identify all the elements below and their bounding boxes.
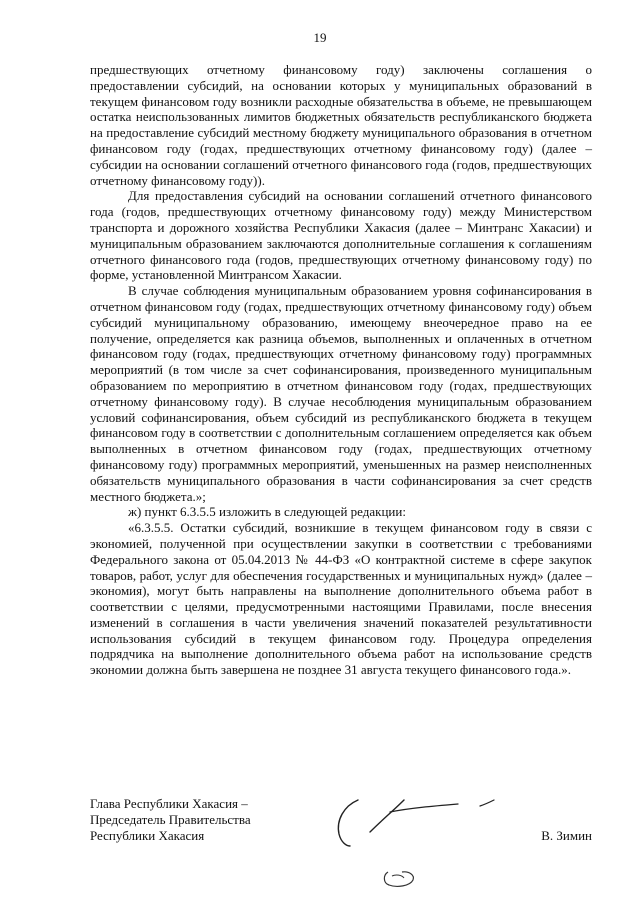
signatory-title — [90, 796, 310, 844]
signatory-name: В. Зимин — [541, 828, 592, 843]
signatory-title-line-3: Республики Хакасия — [90, 828, 205, 843]
handwritten-signature-icon — [330, 790, 510, 852]
signatory-title-line-1: Глава Республики Хакасия – — [90, 796, 248, 811]
document-body — [90, 62, 592, 678]
paragraph-4: ж) пункт 6.3.5.5 изложить в следующей редакции: — [128, 504, 406, 520]
paragraph-1: предшествующих отчетному финансовому году) заключены соглашения о предоставлении субсидий, на основании которых у муниципальных образований в текущем финансовом году возникли расходные обязательства в объеме, не превышающем остатка неиспользованных лимитов бюджетных обязательств республиканского бюджета на предоставление субсидий местному бюджету муниципального образования в отчетном финансовом году (годах, предшествующих отчетному финансовому году) (далее – субсидии на основании соглашений отчетного финансового года (годов, предшествующих отчетному финансовому году)). — [90, 62, 592, 188]
stamp-mark-icon — [380, 866, 420, 890]
signatory-title-line-2: Председатель Правительства — [90, 812, 251, 827]
paragraph-2: Для предоставления субсидий на основании соглашений отчетного финансового года (годов, предшествующих отчетному финансовому году) между Министерством транспорта и дорожного хозяйства Республики Хакасия (далее – Минтранс Хакасии) и муниципальным образованием заключаются дополнительные соглашения к соглашениям отчетного финансового года (годов, предшествующих отчетному финансовому году) по форме, установленной Минтрансом Хакасии. — [90, 188, 592, 283]
paragraph-3: В случае соблюдения муниципальным образованием уровня софинансирования в отчетном финансовом году (годах, предшествующих отчетному финансовому году) объем субсидий муниципальному образованию, имеющему внеочередное право на ее получение, определяется как разница объемов, выполненных и оплаченных в отчетном финансовом году (годах, предшествующих отчетному финансовому году) программных мероприятий (в том числе за счет софинансирования, произведенного муниципальным образованием по мероприятию в отчетном финансовом году (годах, предшествующих отчетному финансовому году). В случае несоблюдения муниципальным образованием условий софинансирования, объем субсидий из республиканского бюджета в текущем финансовом году в соответствии с дополнительным соглашением определяется как объем выполненных в отчетном финансовом году (годах, предшествующих отчетному финансовому году) программных мероприятий, уменьшенных на размер неисполненных обязательств муниципального образования в части софинансирования за счет средств местного бюджета.»; — [90, 283, 592, 504]
paragraph-5: «6.3.5.5. Остатки субсидий, возникшие в текущем финансовом году в связи с экономией, полученной при осуществлении закупки в соответствии с требованиями Федерального закона от 05.04.2013 № 44-ФЗ «О контрактной системе в сфере закупок товаров, работ, услуг для обеспечения государственных и муниципальных нужд» (далее – экономия), могут быть направлены на выполнение дополнительного объема работ в соответствии с целями, предусмотренными настоящими Правилами, после внесения изменений в соглашения в части увеличения значений показателей результативности использования субсидий в текущем финансовом году. Процедура определения подрядчика на выполнение дополнительного объема работ на использование средств экономии должна быть завершена не позднее 31 августа текущего финансового года.». — [90, 520, 592, 678]
page-number: 19 — [313, 30, 327, 45]
